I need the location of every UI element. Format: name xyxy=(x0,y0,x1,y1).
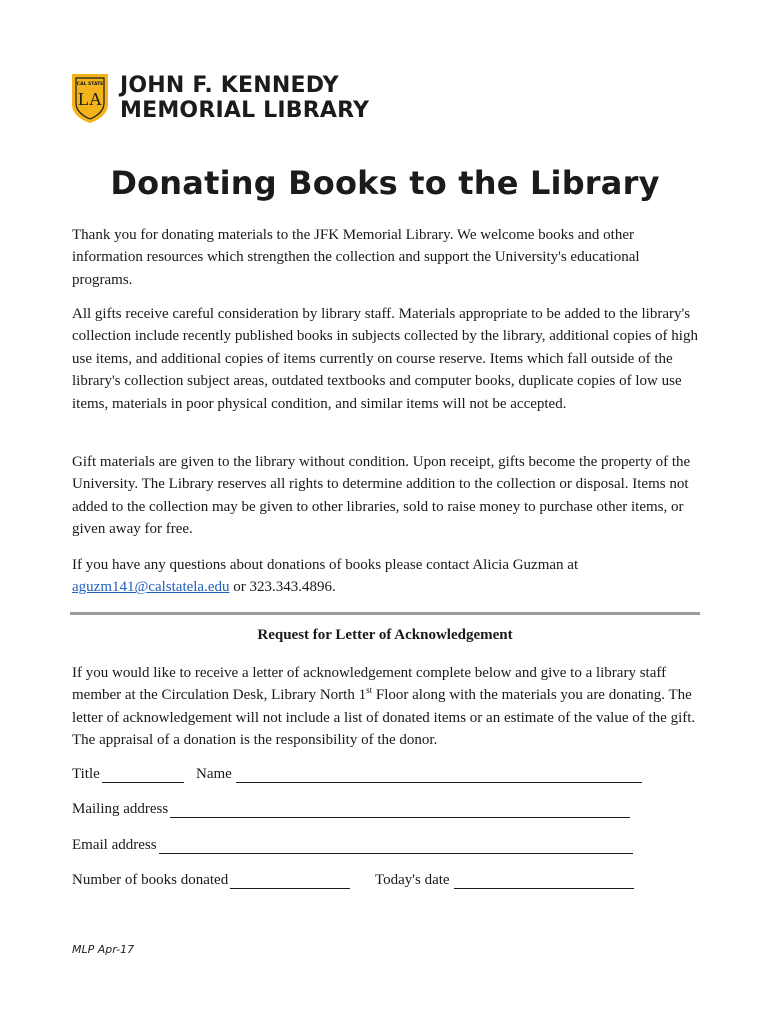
todays-date-field xyxy=(375,872,634,889)
name-label: Name xyxy=(196,766,232,782)
contact-text: If you have any questions about donations of books please contact Alicia Guzman at xyxy=(72,557,579,573)
library-name-line2: MEMORIAL LIBRARY xyxy=(120,98,370,123)
library-logo xyxy=(70,72,369,124)
books-donated-label: Number of books donated xyxy=(72,872,229,888)
acknowledgement-heading: Request for Letter of Acknowledgement xyxy=(257,627,513,643)
books-donated-field xyxy=(72,872,350,889)
shield-top-text: CAL STATE xyxy=(76,82,104,87)
library-name-line1: JOHN F. KENNEDY xyxy=(120,73,339,98)
acknowledgement-paragraph xyxy=(72,662,702,752)
intro-paragraph: Thank you for donating materials to the JFK Memorial Library. We welcome books and other information resources which strengthen the collection and support the University's educational programs. xyxy=(72,227,640,288)
todays-date-input-line[interactable] xyxy=(454,874,634,889)
contact-phone-text: or 323.343.4896. xyxy=(229,579,336,596)
cal-state-la-shield-icon xyxy=(70,72,110,124)
title-field xyxy=(72,766,184,783)
books-donated-input-line[interactable] xyxy=(230,874,350,889)
form-version-footer: MLP Apr-17 xyxy=(72,943,135,956)
page-title: Donating Books to the Library xyxy=(110,164,660,202)
ordinal-suffix: st xyxy=(366,685,373,696)
title-label: Title xyxy=(72,766,100,782)
name-field xyxy=(196,766,642,783)
mailing-address-field xyxy=(72,801,630,818)
acknowledgement-text-2: Floor along with the materials you are donating. The letter of acknowledgement will not include a list of donated items or an estimate of the value of the gift. The appraisal of a donation is the responsibility of the donor. xyxy=(72,687,696,749)
todays-date-label: Today's date xyxy=(375,872,450,888)
library-name xyxy=(120,73,369,123)
contact-paragraph xyxy=(72,554,702,599)
mailing-address-label: Mailing address xyxy=(72,801,169,817)
conditions-paragraph: Gift materials are given to the library without condition. Upon receipt, gifts become the property of the University. The Library reserves all rights to determine addition to the collection or disposal. Items not added to the collection may be given to other libraries, sold to raise money to purchase other items, or given away for free. xyxy=(72,454,691,538)
section-divider xyxy=(70,612,700,615)
title-input-line[interactable] xyxy=(102,768,184,783)
name-input-line[interactable] xyxy=(236,768,642,783)
contact-email-link[interactable]: aguzm141@calstatela.edu xyxy=(72,579,230,596)
gifts-paragraph: All gifts receive careful consideration by library staff. Materials appropriate to be added to the library's collection include recently published books in subjects collected by the library, additional copies of high use items, and additional copies of items currently on course reserve. Items which fall outside of the library's collection subject areas, outdated textbooks and computer books, duplicate copies of low use items, materials in poor physical condition, and similar items will not be accepted. xyxy=(72,306,698,412)
shield-letters: LA xyxy=(78,89,102,109)
mailing-address-input-line[interactable] xyxy=(170,803,630,818)
email-address-input-line[interactable] xyxy=(159,839,633,854)
acknowledgement-text-1: If you would like to receive a letter of acknowledgement complete below and give to a library staff member at the Circulation Desk, Library North 1 xyxy=(72,665,667,704)
email-address-label: Email address xyxy=(72,837,157,853)
email-address-field xyxy=(72,837,633,854)
